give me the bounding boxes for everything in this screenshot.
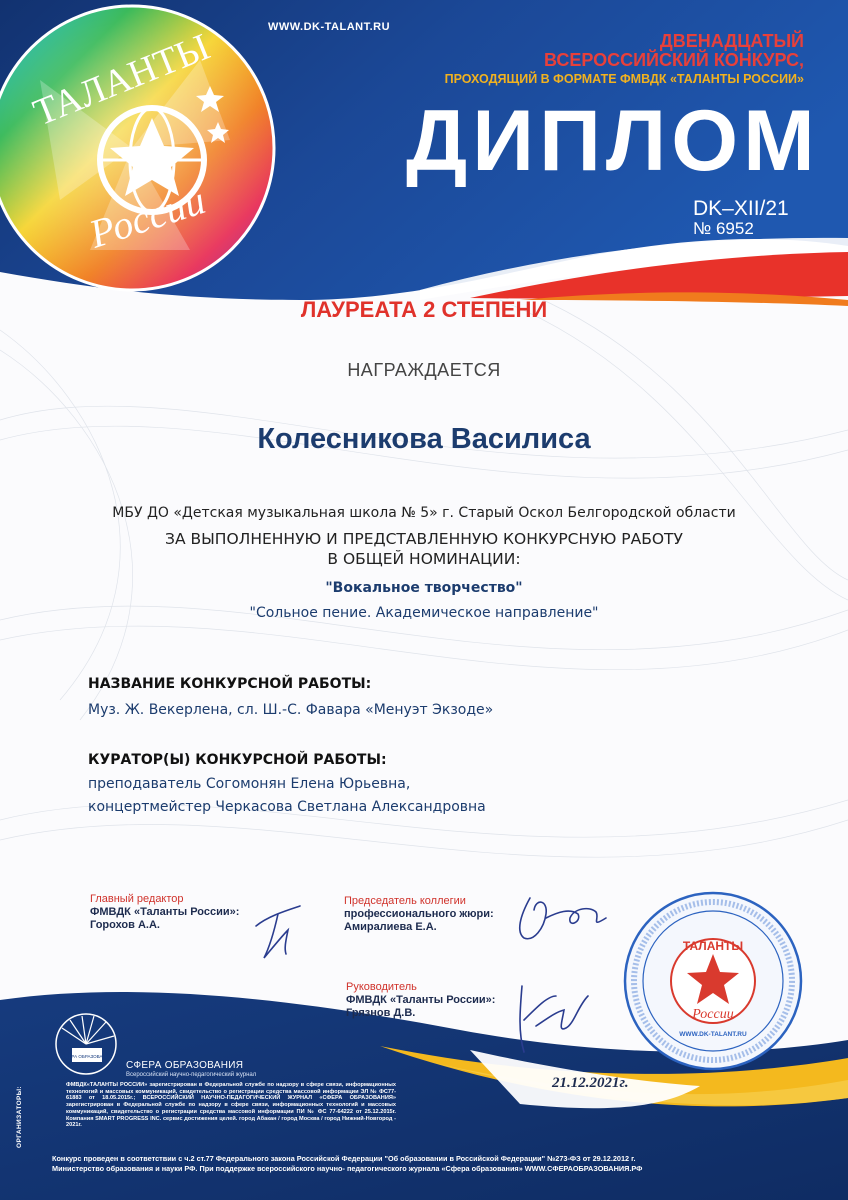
work-title: Муз. Ж. Векерлена, сл. Ш.-С. Фавара «Менуэт Экзоде»: [88, 702, 494, 718]
diploma-title: ДИПЛОМ: [406, 93, 820, 189]
sfera-badge-text: СФЕРА ОБРАЗОВАНИЯ: [61, 1054, 113, 1059]
award-degree: ЛАУРЕАТА 2 СТЕПЕНИ: [300, 297, 548, 322]
contest-line-3: ПРОХОДЯЩИЙ В ФОРМАТЕ ФМВДК «ТАЛАНТЫ РОССИИ»: [444, 71, 804, 86]
seal-url-text: WWW.DK-TALANT.RU: [679, 1031, 747, 1038]
for-work-text: [0, 529, 848, 570]
law-line-1: Конкурс проведен в соответствии с ч.2 ст.77 Федерального закона Российской Федерации "Об образовании в Российской Федерации" №273-ФЗ от 29.12.2012 г.: [52, 1154, 636, 1163]
issue-date: 21.12.2021г.: [552, 1075, 629, 1091]
contest-heading: [445, 32, 804, 86]
winner-name: Колесникова Василиса: [257, 423, 591, 455]
sfera-subtitle: Всероссийский научно-педагогический журнал: [126, 1072, 257, 1078]
seal-name-text: ТАЛАНТЫ: [682, 939, 744, 953]
curator-line-1: преподаватель Согомонян Елена Юрьевна,: [88, 776, 411, 792]
law-notice: [52, 1154, 812, 1174]
curators-heading: КУРАТОР(Ы) КОНКУРСНОЙ РАБОТЫ:: [88, 752, 387, 768]
organizers-text: ФМВДК«ТАЛАНТЫ РОССИИ» зарегистрирован в Федеральной службе по надзору в сфере связи, информационных технологий и массовых коммуникаций, свидетельство о регистрации средства массовой информации ЭЛ № ФС77-61883 от 18.05.2015г.; ВСЕРОССИЙСКИЙ НАУЧНО-ПЕДАГОГИЧЕСКИЙ ЖУРНАЛ «СФЕРА ОБРАЗОВАНИЯ» зарегистрирован в Федеральной службе по надзору в сфере связи, информационных технологий и массовых коммуникаций, свидетельство о регистрации средства массовой информации ПИ № ФС 77-64222 от 25.12.2015г. Компания SMART PROGRESS INC. сервис достижения целей. город Абакан / город Москва / город Нижний-Новгород - 2021г.: [66, 1082, 396, 1129]
head-role: Руководитель: [346, 981, 417, 993]
signature-editor: [90, 893, 239, 932]
talanty-rossii-logo: [0, 0, 290, 300]
sfera-title: СФЕРА ОБРАЗОВАНИЯ: [126, 1060, 244, 1071]
editor-org: ФМВДК «Таланты России»:: [90, 905, 240, 918]
jury-role: Председатель коллегии: [344, 895, 466, 907]
head-handwritten-signature: [508, 966, 598, 1061]
signature-head: [346, 981, 495, 1020]
nomination-subcategory: "Сольное пение. Академическое направление": [249, 605, 599, 621]
registration-number: № 6952: [693, 219, 754, 239]
editor-handwritten-signature: [248, 896, 318, 966]
editor-name: Горохов А.А.: [90, 918, 160, 931]
awarded-label: НАГРАЖДАЕТСЯ: [347, 360, 501, 380]
jury-org: профессионального жюри:: [344, 907, 494, 920]
jury-name: Амиралиева Е.А.: [344, 920, 437, 933]
nomination-category: "Вокальное творчество": [325, 580, 523, 596]
logo-name-text: ТАЛАНТЫ: [27, 25, 216, 135]
jury-handwritten-signature: [510, 888, 620, 948]
registration-code: DK–XII/21: [693, 197, 789, 220]
registration-block: [693, 198, 789, 238]
seal-script-text: России: [692, 1007, 734, 1022]
school-name: МБУ ДО «Детская музыкальная школа № 5» г. Старый Оскол Белгородской области: [112, 505, 736, 521]
contest-line-1: ДВЕНАДЦАТЫЙ: [659, 31, 804, 51]
site-url: WWW.DK-TALANT.RU: [268, 21, 391, 33]
for-work-line-2: В ОБЩЕЙ НОМИНАЦИИ:: [327, 550, 521, 569]
official-seal: [622, 890, 804, 1072]
head-org: ФМВДК «Таланты России»:: [346, 993, 496, 1006]
work-heading: НАЗВАНИЕ КОНКУРСНОЙ РАБОТЫ:: [88, 676, 372, 692]
organizers-label: ОРГАНИЗАТОРЫ:: [16, 1085, 23, 1148]
editor-role: Главный редактор: [90, 893, 184, 905]
curator-line-2: концертмейстер Черкасова Светлана Александровна: [88, 799, 486, 815]
law-line-2: Министерство образования и науки РФ. При поддержке всероссийского научно- педагогического журнала «Сфера образования» WWW.СФЕРАОБРАЗОВАНИЯ.РФ: [52, 1163, 643, 1173]
logo-script-text: России: [83, 177, 211, 257]
head-name: Грязнов Д.В.: [346, 1006, 416, 1019]
sfera-logo-icon: [52, 1008, 122, 1078]
signature-jury: [344, 895, 494, 934]
contest-line-2: ВСЕРОССИЙСКИЙ КОНКУРС,: [544, 50, 804, 71]
for-work-line-1: ЗА ВЫПОЛНЕННУЮ И ПРЕДСТАВЛЕННУЮ КОНКУРСНУЮ РАБОТУ: [165, 530, 683, 548]
